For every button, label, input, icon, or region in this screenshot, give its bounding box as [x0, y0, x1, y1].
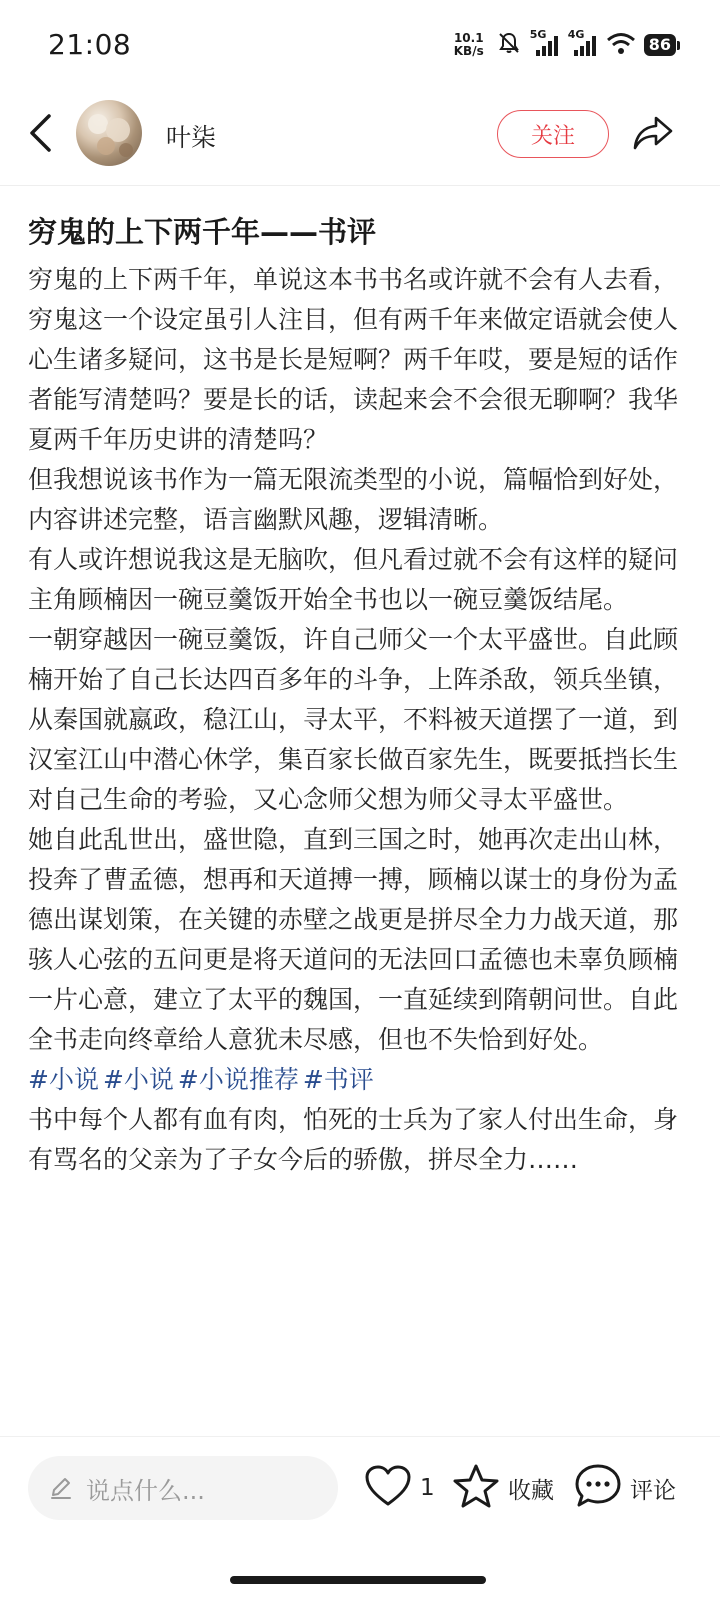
comment-label: 评论	[630, 1477, 676, 1504]
paragraph: 主角顾楠因一碗豆羹饭开始全书也以一碗豆羹饭结尾。	[28, 585, 629, 614]
wifi-icon	[606, 31, 636, 59]
paragraph: 她自此乱世出，盛世隐，直到三国之时，她再次走出山林，投奔了曹孟德，想再和天道搏一搏，顾楠以谋士的身份为孟德出谋划策，在关键的赤壁之战更是拼尽全力力战天道，那骇人心弦的五问更是将天道问的无法回口孟德也未辜负顾楠一片心意，建立了太平的魏国，一直延续到隋朝问世。自此全书走向终章给人意犹未尽感，但也不失恰到好处。	[28, 825, 679, 1054]
follow-button[interactable]: 关注	[497, 110, 609, 158]
network-speed	[454, 32, 484, 58]
like-count: 1	[420, 1475, 435, 1501]
author-avatar[interactable]	[76, 100, 142, 166]
hashtag-link[interactable]: #小说	[102, 1065, 174, 1094]
favorite-label: 收藏	[508, 1477, 554, 1504]
paragraph: 有人或许想说我这是无脑吹，但凡看过就不会有这样的疑问	[28, 545, 679, 574]
status-icons	[454, 28, 680, 62]
post-title: 穷鬼的上下两千年——书评	[28, 215, 377, 249]
status-time: 21:08	[48, 28, 132, 61]
battery-icon	[644, 34, 680, 56]
battery-level: 86	[644, 34, 676, 56]
hashtag-link[interactable]: #书评	[302, 1065, 374, 1094]
favorite-button[interactable]	[452, 1460, 554, 1516]
battery-tip	[677, 41, 680, 50]
home-indicator[interactable]	[230, 1576, 486, 1584]
signal-5g-label: 5G	[529, 28, 547, 41]
post-header	[0, 90, 720, 186]
mute-bell-icon	[496, 30, 522, 60]
cell-signal-4g-icon	[567, 28, 598, 58]
back-arrow-icon	[27, 113, 53, 157]
pencil-icon	[48, 1475, 74, 1501]
star-icon	[452, 1463, 500, 1513]
heart-icon	[364, 1464, 412, 1512]
paragraph: 但我想说该书作为一篇无限流类型的小说，篇幅恰到好处，内容讲述完整，语言幽默风趣，逻辑清晰。	[28, 465, 679, 534]
cell-signal-5g-icon	[529, 28, 560, 58]
net-speed-unit: KB/s	[453, 44, 484, 58]
paragraph-trailing: 书中每个人都有血有肉，怕死的士兵为了家人付出生命，身有骂名的父亲为了子女今后的骄傲，拼尽全力……	[28, 1105, 679, 1174]
paragraph: 一朝穿越因一碗豆羹饭，许自己师父一个太平盛世。自此顾楠开始了自己长达四百多年的斗争，上阵杀敌，领兵坐镇，从秦国就嬴政，稳江山，寻太平，不料被天道摆了一道，到汉室江山中潜心休学，集百家长做百家先生，既要抵挡长生对自己生命的考验，又心念师父想为师父寻太平盛世。	[28, 625, 679, 814]
status-bar	[0, 0, 720, 90]
comment-placeholder: 说点什么...	[86, 1476, 205, 1505]
hashtag-link[interactable]: #小说	[28, 1065, 99, 1094]
paragraph: 穷鬼的上下两千年，单说这本书书名或许就不会有人去看，穷鬼这一个设定虽引人注目，但有两千年来做定语就会使人心生诸多疑问，这书是长是短啊？两千年哎，要是短的话作者能写清楚吗？要是长的话，读起来会不会很无聊啊？我华夏两千年历史讲的清楚吗？	[28, 265, 679, 454]
hashtag-link[interactable]: #小说推荐	[177, 1065, 299, 1094]
post-body	[28, 260, 688, 1180]
comment-button[interactable]	[574, 1460, 676, 1516]
back-button[interactable]	[18, 110, 62, 160]
hashtag-row	[28, 1060, 688, 1100]
comment-input[interactable]	[28, 1456, 338, 1520]
like-button[interactable]	[364, 1460, 435, 1516]
net-speed-value: 10.1	[453, 31, 484, 45]
author-name[interactable]: 叶柒	[166, 123, 217, 152]
bottom-divider	[0, 1436, 720, 1437]
comment-bubble-icon	[574, 1463, 622, 1513]
share-icon	[632, 114, 674, 156]
signal-4g-label: 4G	[567, 28, 585, 41]
share-button[interactable]	[630, 112, 676, 158]
